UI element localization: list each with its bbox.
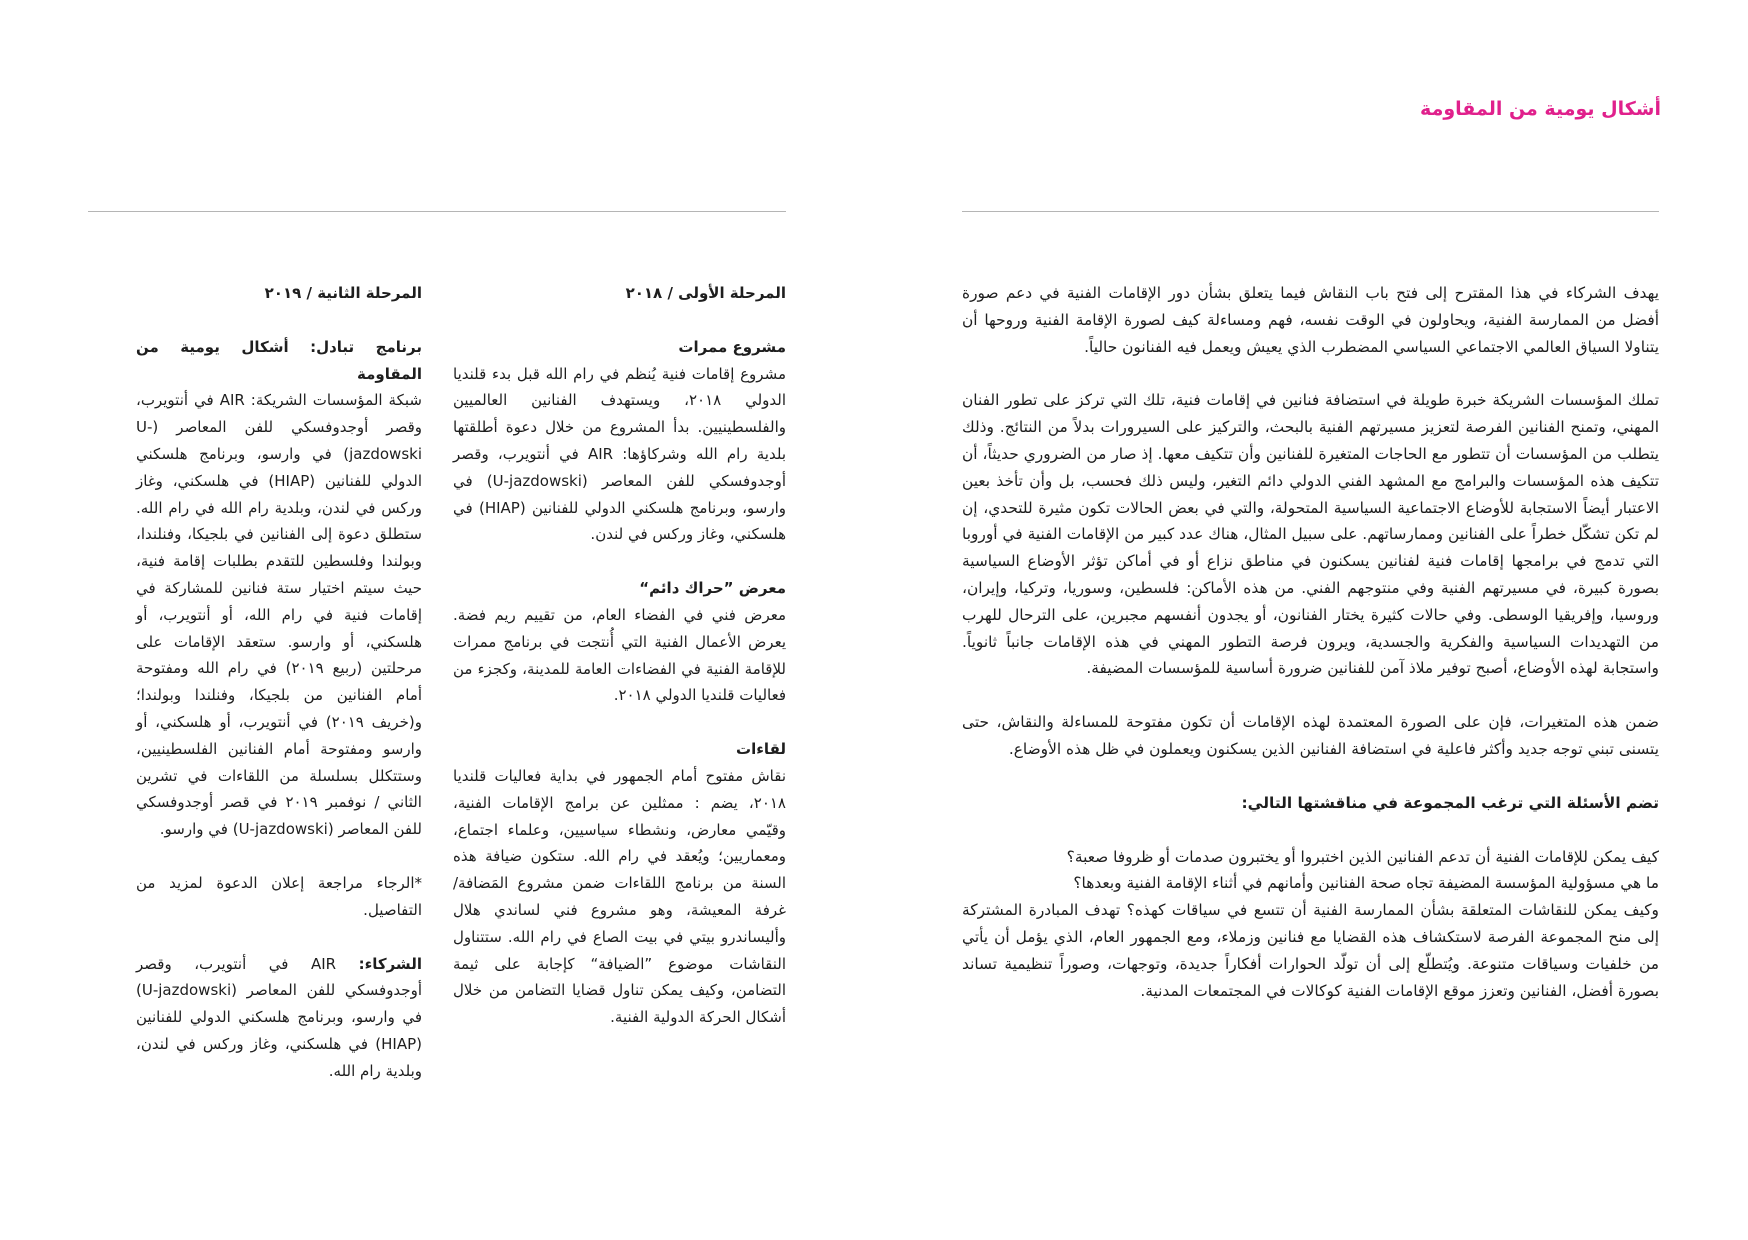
changes-paragraph: ضمن هذه المتغيرات، فإن على الصورة المعتمدة لهذه الإقامات أن تكون مفتوحة للمساءلة والنقاش، حتى يتسنى تبني توجه جديد وأكثر فاعلية في استضافة الفنانين الذين يسكنون ويعملون في ظل هذه الأوضاع. — [962, 713, 1659, 758]
phase-two-column — [136, 280, 422, 1112]
mamarrat-project-heading: مشروع ممرات — [678, 337, 786, 356]
phase-two-title: المرحلة الثانية / ٢٠١٩ — [264, 284, 422, 302]
phase-one-column — [453, 280, 786, 1058]
exchange-program-heading: برنامج تبادل: أشكال يومية من المقاومة — [136, 337, 422, 383]
meetings-text: نقاش مفتوح أمام الجمهور في بداية فعاليات قلنديا ٢٠١٨، يضم : ممثلين عن برامج الإقامات الفنية، وقيّمي معارض، ونشطاء سياسيين، وعلماء اجتماع، ومعماريين؛ ويُعقد في رام الله. ستكون ضيافة هذه السنة من برنامج اللقاءات ضمن مشروع المَضافة/غرفة المعيشة، وهو مشروع فني لساندي هلال وأليساندرو بيتي في بيت الصاع في رام الله. ستتناول النقاشات موضوع ”الضيافة“ كإجابة على ثيمة التضامن، وكيف يمكن تناول قضايا التضامن من خلال أشكال الحركة الدولية الفنية. — [453, 766, 786, 1027]
exchange-program-text: شبكة المؤسسات الشريكة: AIR في أنتويرب، وقصر أوجدوفسكي للفن المعاصر (U-jazdowski) في وارسو، وبرنامج هلسكني الدولي للفنانين (HIAP) في هلسكني، وغاز وركس في لندن، وبلدية رام الله في رام الله. ستطلق دعوة إلى الفنانين في بلجيكا، وفنلندا، وبولندا وفلسطين للتقدم بطلبات إقامة فنية، حيث سيتم اختيار ستة فنانين للمشاركة في إقامات فنية في رام الله، أو أنتويرب، أو هلسكني، أو وارسو. ستعقد الإقامات على مرحلتين (ربيع ٢٠١٩) في رام الله ومفتوحة أمام الفنانين من بلجيكا، وفنلندا وبولندا؛ و(خريف ٢٠١٩) في أنتويرب، أو هلسكني، أو وارسو ومفتوحة أمام الفنانين الفلسطينيين، وستتكلل بسلسلة من اللقاءات في تشرين الثاني / نوفمبر ٢٠١٩ في قصر أوجدوفسكي للفن المعاصر (U-jazdowski) في وارسو. — [136, 391, 422, 839]
exhibition-block — [453, 575, 786, 709]
mamarrat-project-text: مشروع إقامات فنية يُنظم في رام الله قبل بدء قلنديا الدولي ٢٠١٨، ويستهدف الفنانين العالميين والفلسطينيين. بدأ المشروع من خلال دعوة أطلقتها بلدية رام الله وشركاؤها: AIR في أنتويرب، وقصر أوجدوفسكي للفن المعاصر (U-jazdowski) في وارسو، وبرنامج هلسكني الدولي للفنانين (HIAP) في هلسكني، وغاز وركس في لندن. — [453, 364, 786, 544]
partners-label: الشركاء: — [358, 954, 422, 973]
question-item: ما هي مسؤولية المؤسسة المضيفة تجاه صحة الفنانين وأمانهم في أثناء الإقامة الفنية وبعدها؟ — [1073, 874, 1659, 893]
partners-block — [136, 951, 422, 1085]
question-item: وكيف يمكن للنقاشات المتعلقة بشأن الممارسة الفنية أن تتسع في سياقات كهذه؟ تهدف المبادرة المشتركة إلى منح المجموعة الفرصة لاستكشاف هذه القضايا مع فنانين وزملاء، ومع الجمهور العام، الذي يؤمل أن يأتي من خلفيات وسياقات متنوعة. ويُتطلّع إلى أن تولّد الحوارات أفكاراً جديدة، وتوجهات، وصوراً تنظيمية تساند بصورة أفضل، الفنانين وتعزز موقع الإقامات الفنية كوكالات في المجتمعات المدنية. — [962, 901, 1659, 1000]
divider-left — [88, 211, 786, 212]
intro-paragraph: يهدف الشركاء في هذا المقترح إلى فتح باب النقاش فيما يتعلق بشأن دور الإقامات الفنية في دعم صورة أفضل من الممارسة الفنية، ويحاولون في الوقت نفسه، فهم ومساءلة كيف لصورة الإقامة الفنية وروحها أن يتناولا السياق العالمي الاجتماعي السياسي المضطرب الذي يعيش ويعمل فيه الفنانون حالياً. — [962, 284, 1659, 356]
divider-right — [962, 211, 1659, 212]
questions-heading: تضم الأسئلة التي ترغب المجموعة في مناقشتها التالي: — [1241, 793, 1659, 812]
meetings-block — [453, 736, 786, 1031]
question-item: كيف يمكن للإقامات الفنية أن تدعم الفنانين الذين اختبروا أو يختبرون صدمات أو ظروفا صعبة؟ — [1066, 847, 1659, 866]
partners-text: AIR في أنتويرب، وقصر أوجدوفسكي للفن المعاصر (U-jazdowski) في وارسو، وبرنامج هلسكني الدولي للفنانين (HIAP) في هلسكني، وغاز وركس في لندن، وبلدية رام الله. — [136, 954, 422, 1080]
exhibition-heading: معرض ”حراك دائم“ — [639, 579, 786, 598]
call-note: *الرجاء مراجعة إعلان الدعوة لمزيد من التفاصيل. — [136, 873, 422, 919]
page-title: أشكال يومية من المقاومة — [1420, 98, 1661, 120]
exhibition-text: معرض فني في الفضاء العام، من تقييم ريم فضة. يعرض الأعمال الفنية التي أُنتجت في برنامج ممرات للإقامة الفنية في الفضاءات العامة للمدينة، وكجزء من فعاليات قلنديا الدولي ٢٠١٨. — [453, 605, 786, 705]
phase-one-title: المرحلة الأولى / ٢٠١٨ — [625, 284, 786, 302]
main-text-column — [962, 280, 1659, 1004]
partners-experience-paragraph: تملك المؤسسات الشريكة خبرة طويلة في استضافة فنانين في إقامات فنية، تلك التي تركز على تطور الفنان المهني، وتمنح الفنانين الفرصة لتعزيز مسيرتهم الفنية بالبحث، والتركيز على السيرورات بدلاً من النتائج. وذلك يتطلب من المؤسسات أن تتطور مع الحاجات المتغيرة للفنانين وأن تتكيف معها. إذ صار من الضروري حديثاً، أن تتكيف هذه المؤسسات والبرامج مع المشهد الفني الدولي دائم التغير، وليس ذلك فحسب، بل وأن تأخذ بعين الاعتبار أيضاً الاستجابة للأوضاع الاجتماعية السياسية المتحولة، والتي في بعض الحالات تكون مثيرة للتحدي، إن لم تكن تشكّل خطراً على الفنانين وممارساتهم. على سبيل المثال، هناك عدد كبير من الإقامات الفنية في أوروبا التي تدمج في برامجها إقامات فنية لفنانين يسكنون في مناطق نزاع أو في أماكن تؤثر الأوضاع السياسية بصورة كبيرة، في مسيرتهم الفنية وفي منتوجهم الفني. من هذه الأماكن: فلسطين، وسوريا، وتركيا، وإيران، وروسيا، وإفريقيا الوسطى. وفي حالات كثيرة يختار الفنانون، أو يجدون أنفسهم مجبرين، على الترحال للهرب من التهديدات السياسية والفكرية والجسدية، ويرون فرصة التطور المهني في هذه الإقامات جانباً ثانوياً. واستجابة لهذه الأوضاع، أصبح توفير ملاذ آمن للفنانين ضرورة أساسية للمؤسسات المضيفة. — [962, 391, 1659, 678]
meetings-heading: لقاءات — [736, 740, 786, 759]
note-block — [136, 870, 422, 924]
exchange-program-block — [136, 334, 422, 843]
mamarrat-project-block — [453, 334, 786, 548]
partners-text-line — [136, 951, 422, 1085]
